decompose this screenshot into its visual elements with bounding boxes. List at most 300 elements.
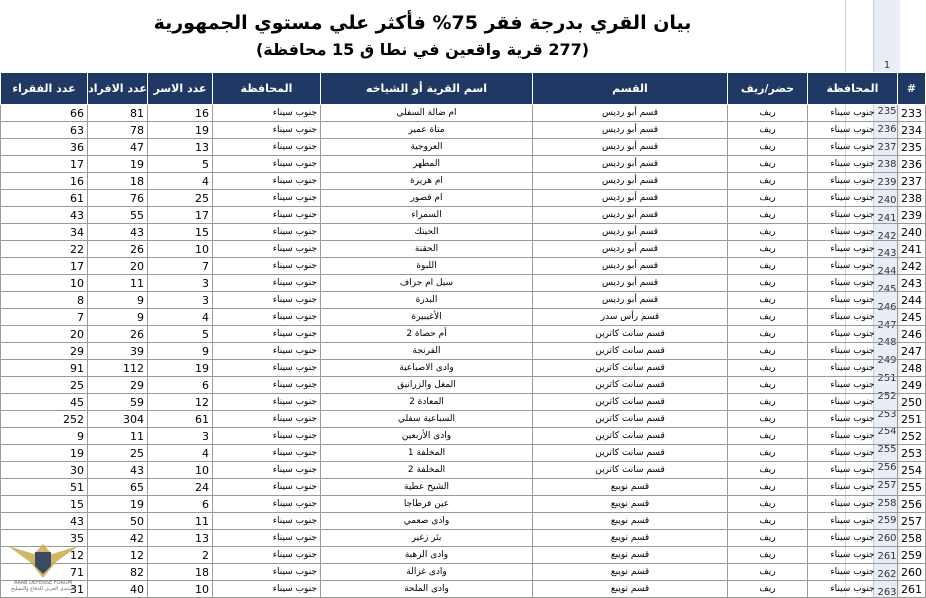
cell-district[interactable]: قسم سانت كاترين <box>533 326 728 343</box>
cell-families[interactable]: 10 <box>148 462 213 479</box>
row-number[interactable]: 246 <box>877 301 897 313</box>
row-number[interactable]: 252 <box>877 390 897 402</box>
cell-village[interactable]: المغل والزرانيق <box>321 377 533 394</box>
row-number[interactable]: 262 <box>877 568 897 580</box>
cell-governorate-2[interactable]: جنوب سيناء <box>808 581 898 598</box>
cell-village[interactable]: عين فرطاجا <box>321 496 533 513</box>
cell-governorate-2[interactable]: جنوب سيناء <box>808 224 898 241</box>
cell-governorate[interactable]: جنوب سيناء <box>213 377 321 394</box>
cell-urban-rural[interactable]: ريف <box>728 428 808 445</box>
cell-governorate-2[interactable]: جنوب سيناء <box>808 360 898 377</box>
row-number[interactable]: 263 <box>877 586 897 598</box>
row-number[interactable]: 237 <box>877 141 897 153</box>
cell-families[interactable]: 7 <box>148 258 213 275</box>
cell-governorate[interactable]: جنوب سيناء <box>213 139 321 156</box>
cell-urban-rural[interactable]: ريف <box>728 241 808 258</box>
cell-poor[interactable]: 25 <box>1 377 88 394</box>
cell-village[interactable]: السباعية سفلي <box>321 411 533 428</box>
cell-families[interactable]: 25 <box>148 190 213 207</box>
cell-individuals[interactable]: 43 <box>88 224 148 241</box>
cell-urban-rural[interactable]: ريف <box>728 275 808 292</box>
cell-number[interactable]: 255 <box>898 479 926 496</box>
cell-poor[interactable]: 43 <box>1 207 88 224</box>
cell-poor[interactable]: 34 <box>1 224 88 241</box>
cell-governorate-2[interactable]: جنوب سيناء <box>808 309 898 326</box>
row-number[interactable]: 1 <box>883 60 891 71</box>
cell-poor[interactable]: 9 <box>1 428 88 445</box>
cell-urban-rural[interactable]: ريف <box>728 513 808 530</box>
cell-families[interactable]: 2 <box>148 547 213 564</box>
cell-number[interactable]: 237 <box>898 173 926 190</box>
cell-families[interactable]: 4 <box>148 309 213 326</box>
cell-governorate-2[interactable]: جنوب سيناء <box>808 547 898 564</box>
cell-governorate-2[interactable]: جنوب سيناء <box>808 564 898 581</box>
cell-village[interactable]: ام هريرة <box>321 173 533 190</box>
cell-urban-rural[interactable]: ريف <box>728 479 808 496</box>
row-number[interactable]: 249 <box>877 355 897 367</box>
cell-village[interactable]: الأغيبيرة <box>321 309 533 326</box>
cell-village[interactable]: اللبوة <box>321 258 533 275</box>
cell-district[interactable]: قسم نويبع <box>533 479 728 496</box>
col-header-individuals[interactable]: عدد الافراد <box>88 73 148 105</box>
cell-urban-rural[interactable]: ريف <box>728 462 808 479</box>
cell-governorate[interactable]: جنوب سيناء <box>213 360 321 377</box>
cell-poor[interactable]: 7 <box>1 309 88 326</box>
row-number[interactable]: 258 <box>877 497 897 509</box>
row-number[interactable]: 236 <box>877 123 897 135</box>
cell-poor[interactable]: 12 <box>1 547 88 564</box>
cell-poor[interactable]: 51 <box>1 479 88 496</box>
cell-governorate[interactable]: جنوب سيناء <box>213 462 321 479</box>
cell-poor[interactable]: 8 <box>1 292 88 309</box>
col-header-village[interactable]: اسم القرية أو الشياخه <box>321 73 533 105</box>
cell-district[interactable]: قسم أبو رديس <box>533 292 728 309</box>
col-header-governorate-2[interactable]: المحافظة <box>808 73 898 105</box>
cell-district[interactable]: قسم نويبع <box>533 564 728 581</box>
cell-governorate[interactable]: جنوب سيناء <box>213 105 321 122</box>
cell-number[interactable]: 239 <box>898 207 926 224</box>
cell-poor[interactable]: 19 <box>1 445 88 462</box>
cell-district[interactable]: قسم نويبع <box>533 496 728 513</box>
cell-district[interactable]: قسم نويبع <box>533 581 728 598</box>
cell-governorate[interactable]: جنوب سيناء <box>213 496 321 513</box>
cell-urban-rural[interactable]: ريف <box>728 224 808 241</box>
cell-poor[interactable]: 252 <box>1 411 88 428</box>
cell-individuals[interactable]: 50 <box>88 513 148 530</box>
row-number[interactable]: 243 <box>877 248 897 260</box>
cell-village[interactable]: أم حصاة 2 <box>321 326 533 343</box>
cell-village[interactable]: ام ضالة السفلي <box>321 105 533 122</box>
cell-urban-rural[interactable]: ريف <box>728 343 808 360</box>
row-number[interactable]: 240 <box>877 195 897 206</box>
cell-poor[interactable]: 20 <box>1 326 88 343</box>
cell-individuals[interactable]: 304 <box>88 411 148 428</box>
cell-individuals[interactable]: 78 <box>88 122 148 139</box>
cell-individuals[interactable]: 59 <box>88 394 148 411</box>
cell-poor[interactable]: 10 <box>1 275 88 292</box>
cell-families[interactable]: 17 <box>148 207 213 224</box>
cell-families[interactable]: 19 <box>148 122 213 139</box>
cell-urban-rural[interactable]: ريف <box>728 292 808 309</box>
cell-village[interactable]: وادى غزالة <box>321 564 533 581</box>
cell-village[interactable]: وادى الرهبة <box>321 547 533 564</box>
cell-governorate[interactable]: جنوب سيناء <box>213 122 321 139</box>
cell-families[interactable]: 61 <box>148 411 213 428</box>
cell-individuals[interactable]: 9 <box>88 309 148 326</box>
cell-district[interactable]: قسم سانت كاترين <box>533 462 728 479</box>
col-header-number[interactable]: # <box>898 73 926 105</box>
cell-individuals[interactable]: 81 <box>88 105 148 122</box>
cell-families[interactable]: 5 <box>148 156 213 173</box>
cell-urban-rural[interactable]: ريف <box>728 564 808 581</box>
cell-urban-rural[interactable]: ريف <box>728 122 808 139</box>
cell-families[interactable]: 9 <box>148 343 213 360</box>
cell-district[interactable]: قسم أبو رديس <box>533 122 728 139</box>
col-header-poor[interactable]: عدد الفقراء <box>1 73 88 105</box>
cell-urban-rural[interactable]: ريف <box>728 530 808 547</box>
cell-individuals[interactable]: 40 <box>88 581 148 598</box>
cell-governorate[interactable]: جنوب سيناء <box>213 547 321 564</box>
cell-poor[interactable]: 17 <box>1 156 88 173</box>
row-number[interactable]: 260 <box>877 533 897 545</box>
cell-individuals[interactable]: 26 <box>88 326 148 343</box>
cell-poor[interactable]: 63 <box>1 122 88 139</box>
cell-individuals[interactable]: 55 <box>88 207 148 224</box>
cell-families[interactable]: 10 <box>148 241 213 258</box>
cell-governorate[interactable]: جنوب سيناء <box>213 309 321 326</box>
cell-district[interactable]: قسم أبو رديس <box>533 156 728 173</box>
cell-number[interactable]: 258 <box>898 530 926 547</box>
cell-families[interactable]: 10 <box>148 581 213 598</box>
cell-poor[interactable]: 36 <box>1 139 88 156</box>
cell-village[interactable]: وادى صعمي <box>321 513 533 530</box>
cell-number[interactable]: 244 <box>898 292 926 309</box>
cell-village[interactable]: ام قصور <box>321 190 533 207</box>
cell-governorate-2[interactable]: جنوب سيناء <box>808 207 898 224</box>
cell-poor[interactable]: 71 <box>1 564 88 581</box>
cell-families[interactable]: 24 <box>148 479 213 496</box>
cell-individuals[interactable]: 82 <box>88 564 148 581</box>
cell-number[interactable]: 261 <box>898 581 926 598</box>
row-number[interactable]: 235 <box>877 106 897 117</box>
cell-governorate-2[interactable]: جنوب سيناء <box>808 411 898 428</box>
cell-governorate-2[interactable]: جنوب سيناء <box>808 241 898 258</box>
cell-district[interactable]: قسم سانت كاترين <box>533 360 728 377</box>
cell-governorate-2[interactable]: جنوب سيناء <box>808 343 898 360</box>
cell-village[interactable]: المخلفة 2 <box>321 462 533 479</box>
cell-number[interactable]: 241 <box>898 241 926 258</box>
cell-governorate-2[interactable]: جنوب سيناء <box>808 105 898 122</box>
row-number[interactable]: 259 <box>877 515 897 527</box>
cell-governorate-2[interactable]: جنوب سيناء <box>808 428 898 445</box>
cell-number[interactable]: 246 <box>898 326 926 343</box>
cell-district[interactable]: قسم أبو رديس <box>533 275 728 292</box>
cell-governorate-2[interactable]: جنوب سيناء <box>808 496 898 513</box>
cell-families[interactable]: 16 <box>148 105 213 122</box>
cell-governorate[interactable]: جنوب سيناء <box>213 530 321 547</box>
cell-governorate[interactable]: جنوب سيناء <box>213 156 321 173</box>
cell-individuals[interactable]: 29 <box>88 377 148 394</box>
row-number[interactable]: 251 <box>877 373 897 384</box>
cell-number[interactable]: 247 <box>898 343 926 360</box>
row-number[interactable]: 261 <box>877 551 897 562</box>
cell-district[interactable]: قسم أبو رديس <box>533 224 728 241</box>
cell-governorate[interactable]: جنوب سيناء <box>213 258 321 275</box>
cell-district[interactable]: قسم رأس سدر <box>533 309 728 326</box>
cell-individuals[interactable]: 9 <box>88 292 148 309</box>
cell-families[interactable]: 4 <box>148 445 213 462</box>
cell-number[interactable]: 249 <box>898 377 926 394</box>
cell-governorate-2[interactable]: جنوب سيناء <box>808 258 898 275</box>
cell-families[interactable]: 3 <box>148 292 213 309</box>
row-number[interactable]: 242 <box>877 230 897 242</box>
cell-governorate[interactable]: جنوب سيناء <box>213 241 321 258</box>
cell-poor[interactable]: 45 <box>1 394 88 411</box>
cell-village[interactable]: المعادة 2 <box>321 394 533 411</box>
cell-number[interactable]: 240 <box>898 224 926 241</box>
cell-urban-rural[interactable]: ريف <box>728 105 808 122</box>
col-header-urban-rural[interactable]: حضر/ريف <box>728 73 808 105</box>
cell-village[interactable]: بئر زغير <box>321 530 533 547</box>
col-header-governorate[interactable]: المحافظة <box>213 73 321 105</box>
cell-number[interactable]: 259 <box>898 547 926 564</box>
cell-number[interactable]: 256 <box>898 496 926 513</box>
cell-urban-rural[interactable]: ريف <box>728 190 808 207</box>
row-number[interactable]: 256 <box>877 462 897 473</box>
cell-governorate[interactable]: جنوب سيناء <box>213 445 321 462</box>
cell-governorate[interactable]: جنوب سيناء <box>213 343 321 360</box>
cell-individuals[interactable]: 19 <box>88 156 148 173</box>
cell-families[interactable]: 6 <box>148 377 213 394</box>
cell-individuals[interactable]: 12 <box>88 547 148 564</box>
table-row <box>1 190 926 207</box>
cell-families[interactable]: 4 <box>148 173 213 190</box>
cell-urban-rural[interactable]: ريف <box>728 377 808 394</box>
cell-number[interactable]: 252 <box>898 428 926 445</box>
cell-urban-rural[interactable]: ريف <box>728 411 808 428</box>
cell-village[interactable]: العروجية <box>321 139 533 156</box>
cell-district[interactable]: قسم أبو رديس <box>533 173 728 190</box>
cell-urban-rural[interactable]: ريف <box>728 496 808 513</box>
cell-urban-rural[interactable]: ريف <box>728 360 808 377</box>
cell-urban-rural[interactable]: ريف <box>728 207 808 224</box>
cell-village[interactable]: الشيخ عطية <box>321 479 533 496</box>
cell-governorate-2[interactable]: جنوب سيناء <box>808 275 898 292</box>
cell-district[interactable]: قسم أبو رديس <box>533 139 728 156</box>
cell-poor[interactable]: 16 <box>1 173 88 190</box>
cell-governorate-2[interactable]: جنوب سيناء <box>808 292 898 309</box>
cell-governorate-2[interactable]: جنوب سيناء <box>808 122 898 139</box>
cell-individuals[interactable]: 65 <box>88 479 148 496</box>
cell-governorate-2[interactable]: جنوب سيناء <box>808 139 898 156</box>
cell-individuals[interactable]: 39 <box>88 343 148 360</box>
cell-poor[interactable]: 91 <box>1 360 88 377</box>
cell-poor[interactable]: 17 <box>1 258 88 275</box>
cell-district[interactable]: قسم نويبع <box>533 547 728 564</box>
cell-village[interactable]: وادى الاصباعية <box>321 360 533 377</box>
cell-district[interactable]: قسم سانت كاترين <box>533 428 728 445</box>
cell-poor[interactable]: 30 <box>1 462 88 479</box>
cell-governorate[interactable]: جنوب سيناء <box>213 275 321 292</box>
cell-families[interactable]: 15 <box>148 224 213 241</box>
cell-urban-rural[interactable]: ريف <box>728 309 808 326</box>
cell-village[interactable]: الفرنجة <box>321 343 533 360</box>
cell-governorate[interactable]: جنوب سيناء <box>213 513 321 530</box>
cell-village[interactable]: السمراء <box>321 207 533 224</box>
row-number[interactable]: 254 <box>877 426 897 438</box>
cell-individuals[interactable]: 18 <box>88 173 148 190</box>
cell-governorate-2[interactable]: جنوب سيناء <box>808 394 898 411</box>
cell-individuals[interactable]: 76 <box>88 190 148 207</box>
cell-governorate-2[interactable]: جنوب سيناء <box>808 513 898 530</box>
cell-individuals[interactable]: 11 <box>88 275 148 292</box>
cell-district[interactable]: قسم أبو رديس <box>533 105 728 122</box>
cell-village[interactable]: المطهر <box>321 156 533 173</box>
cell-district[interactable]: قسم أبو رديس <box>533 258 728 275</box>
cell-number[interactable]: 234 <box>898 122 926 139</box>
row-number[interactable]: 238 <box>877 159 897 171</box>
row-number[interactable]: 239 <box>877 177 897 189</box>
cell-district[interactable]: قسم سانت كاترين <box>533 411 728 428</box>
cell-families[interactable]: 3 <box>148 275 213 292</box>
cell-individuals[interactable]: 20 <box>88 258 148 275</box>
cell-number[interactable]: 253 <box>898 445 926 462</box>
cell-village[interactable]: وادى الأربعين <box>321 428 533 445</box>
row-number[interactable]: 241 <box>877 212 897 224</box>
row-number[interactable]: 253 <box>877 408 897 420</box>
cell-individuals[interactable]: 26 <box>88 241 148 258</box>
cell-governorate[interactable]: جنوب سيناء <box>213 326 321 343</box>
cell-urban-rural[interactable]: ريف <box>728 581 808 598</box>
cell-district[interactable]: قسم أبو رديس <box>533 190 728 207</box>
cell-district[interactable]: قسم أبو رديس <box>533 207 728 224</box>
cell-governorate[interactable]: جنوب سيناء <box>213 207 321 224</box>
cell-urban-rural[interactable]: ريف <box>728 156 808 173</box>
row-number[interactable]: 257 <box>877 479 897 491</box>
cell-village[interactable]: متاة عمير <box>321 122 533 139</box>
cell-poor[interactable]: 31 <box>1 581 88 598</box>
cell-number[interactable]: 251 <box>898 411 926 428</box>
cell-poor[interactable]: 61 <box>1 190 88 207</box>
cell-urban-rural[interactable]: ريف <box>728 547 808 564</box>
row-number[interactable]: 248 <box>877 337 897 349</box>
cell-governorate[interactable]: جنوب سيناء <box>213 190 321 207</box>
cell-governorate[interactable]: جنوب سيناء <box>213 479 321 496</box>
cell-individuals[interactable]: 47 <box>88 139 148 156</box>
cell-individuals[interactable]: 42 <box>88 530 148 547</box>
cell-governorate[interactable]: جنوب سيناء <box>213 173 321 190</box>
cell-urban-rural[interactable]: ريف <box>728 394 808 411</box>
cell-poor[interactable]: 35 <box>1 530 88 547</box>
cell-governorate-2[interactable]: جنوب سيناء <box>808 445 898 462</box>
cell-individuals[interactable]: 112 <box>88 360 148 377</box>
cell-poor[interactable]: 43 <box>1 513 88 530</box>
cell-number[interactable]: 242 <box>898 258 926 275</box>
cell-governorate[interactable]: جنوب سيناء <box>213 411 321 428</box>
cell-number[interactable]: 248 <box>898 360 926 377</box>
cell-families[interactable]: 13 <box>148 530 213 547</box>
cell-district[interactable]: قسم أبو رديس <box>533 241 728 258</box>
cell-number[interactable]: 254 <box>898 462 926 479</box>
cell-number[interactable]: 260 <box>898 564 926 581</box>
cell-number[interactable]: 257 <box>898 513 926 530</box>
cell-number[interactable]: 245 <box>898 309 926 326</box>
cell-poor[interactable]: 22 <box>1 241 88 258</box>
cell-village[interactable]: المخلفة 1 <box>321 445 533 462</box>
cell-governorate-2[interactable]: جنوب سيناء <box>808 530 898 547</box>
cell-urban-rural[interactable]: ريف <box>728 445 808 462</box>
cell-families[interactable]: 6 <box>148 496 213 513</box>
cell-individuals[interactable]: 11 <box>88 428 148 445</box>
cell-governorate-2[interactable]: جنوب سيناء <box>808 462 898 479</box>
cell-families[interactable]: 18 <box>148 564 213 581</box>
cell-governorate[interactable]: جنوب سيناء <box>213 292 321 309</box>
cell-families[interactable]: 11 <box>148 513 213 530</box>
cell-governorate[interactable]: جنوب سيناء <box>213 564 321 581</box>
row-number[interactable]: 244 <box>877 266 897 278</box>
cell-governorate-2[interactable]: جنوب سيناء <box>808 190 898 207</box>
cell-urban-rural[interactable]: ريف <box>728 139 808 156</box>
cell-poor[interactable]: 29 <box>1 343 88 360</box>
cell-poor[interactable]: 66 <box>1 105 88 122</box>
cell-village[interactable]: الحقنة <box>321 241 533 258</box>
cell-village[interactable]: سيل ام جراف <box>321 275 533 292</box>
cell-number[interactable]: 236 <box>898 156 926 173</box>
col-header-families[interactable]: عدد الاسر <box>148 73 213 105</box>
row-number[interactable]: 247 <box>877 319 897 331</box>
cell-village[interactable]: وادى الملحة <box>321 581 533 598</box>
cell-urban-rural[interactable]: ريف <box>728 326 808 343</box>
cell-district[interactable]: قسم سانت كاترين <box>533 445 728 462</box>
cell-district[interactable]: قسم نويبع <box>533 530 728 547</box>
cell-number[interactable]: 235 <box>898 139 926 156</box>
cell-village[interactable]: الحيتك <box>321 224 533 241</box>
cell-district[interactable]: قسم سانت كاترين <box>533 394 728 411</box>
row-number[interactable]: 245 <box>877 284 897 295</box>
cell-governorate-2[interactable]: جنوب سيناء <box>808 326 898 343</box>
cell-number[interactable]: 250 <box>898 394 926 411</box>
cell-individuals[interactable]: 43 <box>88 462 148 479</box>
cell-village[interactable]: البدرة <box>321 292 533 309</box>
cell-number[interactable]: 233 <box>898 105 926 122</box>
cell-poor[interactable]: 15 <box>1 496 88 513</box>
cell-district[interactable]: قسم سانت كاترين <box>533 377 728 394</box>
cell-governorate-2[interactable]: جنوب سيناء <box>808 479 898 496</box>
cell-district[interactable]: قسم نويبع <box>533 513 728 530</box>
cell-families[interactable]: 5 <box>148 326 213 343</box>
cell-families[interactable]: 3 <box>148 428 213 445</box>
col-header-district[interactable]: القسم <box>533 73 728 105</box>
cell-number[interactable]: 238 <box>898 190 926 207</box>
cell-governorate[interactable]: جنوب سيناء <box>213 428 321 445</box>
cell-families[interactable]: 19 <box>148 360 213 377</box>
cell-governorate-2[interactable]: جنوب سيناء <box>808 156 898 173</box>
cell-governorate-2[interactable]: جنوب سيناء <box>808 173 898 190</box>
cell-district[interactable]: قسم سانت كاترين <box>533 343 728 360</box>
cell-governorate-2[interactable]: جنوب سيناء <box>808 377 898 394</box>
cell-urban-rural[interactable]: ريف <box>728 258 808 275</box>
cell-number[interactable]: 243 <box>898 275 926 292</box>
cell-urban-rural[interactable]: ريف <box>728 173 808 190</box>
cell-families[interactable]: 13 <box>148 139 213 156</box>
row-number[interactable]: 255 <box>877 444 897 456</box>
cell-governorate[interactable]: جنوب سيناء <box>213 224 321 241</box>
cell-governorate[interactable]: جنوب سيناء <box>213 394 321 411</box>
cell-governorate[interactable]: جنوب سيناء <box>213 581 321 598</box>
cell-families[interactable]: 12 <box>148 394 213 411</box>
cell-individuals[interactable]: 19 <box>88 496 148 513</box>
cell-individuals[interactable]: 25 <box>88 445 148 462</box>
